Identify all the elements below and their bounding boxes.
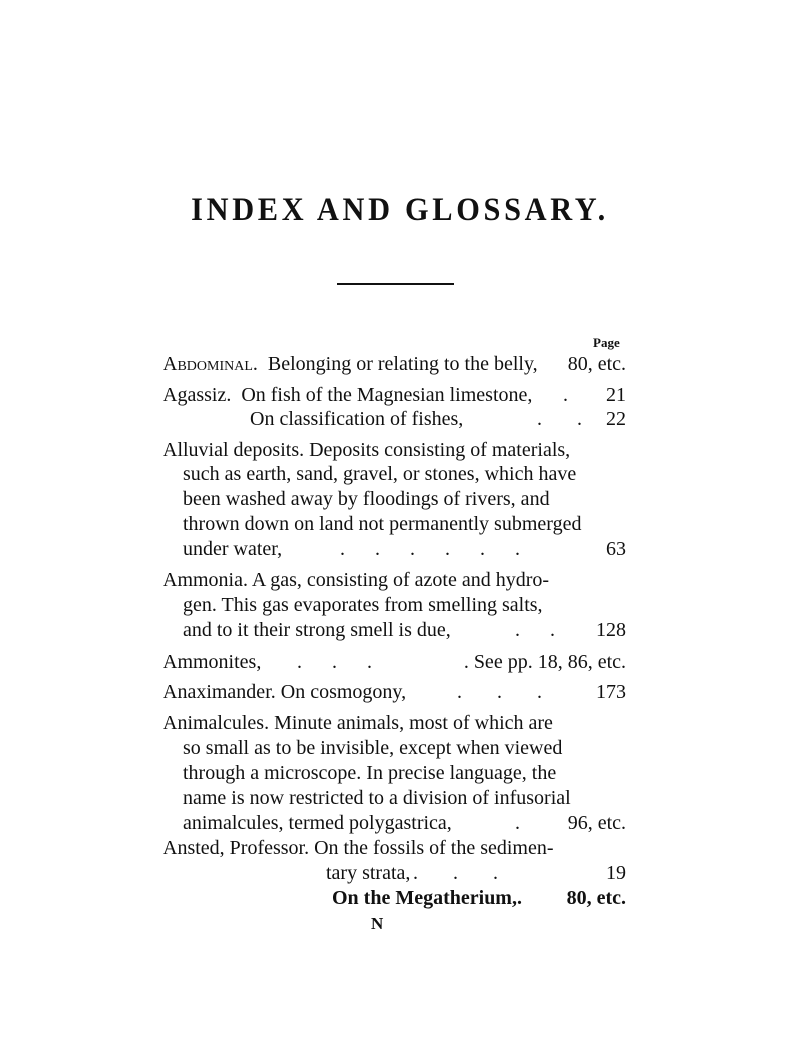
entry-page: 173 [596, 681, 626, 703]
entry-page: 21 [606, 384, 626, 406]
entry-text: Belonging or relating to the belly, [267, 353, 538, 375]
entry-text: On fish of the Magnesian limestone, [241, 384, 533, 406]
entry-page: 80, etc. [567, 353, 626, 375]
leader-dots: . . [537, 408, 582, 430]
entry-page: 63 [606, 538, 626, 560]
entry-page: 128 [596, 619, 626, 641]
leader-dots: . . . [457, 681, 542, 703]
entry-line: so small as to be invisible, except when viewed [183, 737, 563, 759]
entry-page: 96, etc. [567, 812, 626, 834]
entry-line: thrown down on land not permanently submerged [183, 513, 582, 535]
catchword: N [371, 914, 384, 933]
entry-page: 22 [606, 408, 626, 430]
entry-line: Ansted, Professor. On the fossils of the sedimen- [163, 837, 554, 859]
page-title: INDEX AND GLOSSARY. [191, 192, 609, 228]
title-rule [337, 283, 454, 285]
entry-head: Anaximander. On cosmogony, [163, 681, 407, 703]
entry-line: and to it their strong smell is due, [183, 619, 451, 641]
leader-dots: . [517, 887, 522, 909]
leader-dots: . . [515, 619, 555, 641]
entry-line: such as earth, sand, gravel, or stones, which have [183, 463, 577, 485]
leader-dots: . . . [413, 862, 498, 884]
entry-page: 19 [606, 862, 626, 884]
entry-line: name is now restricted to a division of infusorial [183, 787, 571, 809]
entry-line: been washed away by floodings of rivers, and [183, 488, 550, 510]
page-column-label: Page [593, 335, 620, 350]
entry-subtext: On classification of fishes, [250, 408, 464, 430]
entry-head: Ammonites, [163, 651, 262, 673]
leader-dots: . . . [297, 651, 372, 673]
entry-page: . See pp. 18, 86, etc. [463, 651, 626, 673]
leader-dots: . . . . . . [340, 538, 520, 560]
entry-subtext: On the Megatherium, [332, 887, 517, 909]
entry-line: tary strata, [326, 862, 411, 884]
entry-line: through a microscope. In precise language, the [183, 762, 557, 784]
entry-page: 80, etc. [566, 887, 626, 909]
entry-head: Abdominal. [163, 353, 258, 375]
entry-head: Agassiz. [163, 384, 232, 406]
entry-line: Ammonia. A gas, consisting of azote and hydro- [163, 569, 550, 591]
entry-line: animalcules, termed polygastrica, [183, 812, 452, 834]
leader-dots: . [515, 812, 520, 834]
leader-dots: . [563, 384, 568, 406]
entry-line: Animalcules. Minute animals, most of which are [163, 712, 553, 734]
entry-line: Alluvial deposits. Deposits consisting of materials, [163, 439, 571, 461]
entry-line: under water, [183, 538, 283, 560]
entry-line: gen. This gas evaporates from smelling salts, [183, 594, 543, 616]
